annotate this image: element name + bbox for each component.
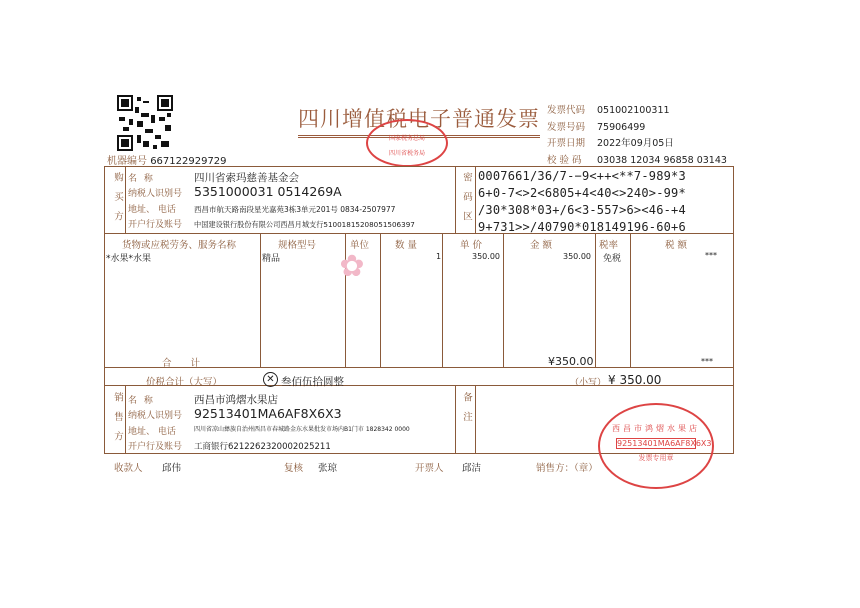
machine-number — [107, 152, 227, 167]
grand-total-label: 价税合计（大写） — [146, 377, 223, 388]
invoice-meta — [547, 103, 727, 169]
reviewer-label: 复核 — [284, 463, 304, 474]
seller-seal-label: 销售方：（章） — [536, 463, 598, 474]
col-qty-header: 数 量 — [395, 240, 418, 251]
cipher-line: 6+0-7<>2<6805+4<40<>240>-99* — [478, 186, 686, 200]
machine-number-value: 667122929729 — [150, 156, 227, 167]
col-tax-header: 税 额 — [665, 240, 688, 251]
invoice-code-label: 发票代码 — [547, 105, 586, 116]
stamp-seller-tax: 92513401MA6AF8X6X3 — [617, 439, 712, 448]
seller-side-label: 销售方 — [112, 392, 123, 451]
drawer: 邱洁 — [462, 463, 482, 474]
total-tax: *** — [701, 357, 713, 366]
payee: 邱伟 — [162, 463, 182, 474]
cipher-line: /30*308*03+/6<3-557>6><46-+4 — [478, 203, 686, 217]
cipher-line: 9+731>>/40790*018149196-60+6 — [478, 220, 686, 234]
note-side-label: 备注 — [461, 392, 472, 431]
seller-tax-row — [128, 406, 342, 421]
item-name: *水果*水果 — [106, 254, 152, 264]
seller-name: 西昌市鸿熠水果店 — [194, 394, 278, 406]
item-tax: *** — [705, 251, 717, 260]
item-spec: 精品 — [262, 254, 281, 264]
buyer-name-row — [128, 170, 299, 185]
buyer-addr: 西昌市航天路南段星光嘉苑3栋3单元201号 0834-2507977 — [194, 205, 396, 214]
invoice-no-label: 发票号码 — [547, 121, 586, 133]
stamp-top-line1: 国家税务总局 — [388, 135, 425, 142]
grand-total-lower: ¥ 350.00 — [608, 373, 662, 387]
grand-lower-label: （小写） — [570, 378, 607, 388]
item-price: 350.00 — [472, 252, 500, 261]
total-label: 合 计 — [162, 358, 209, 369]
col-rate-header: 税率 — [599, 240, 619, 251]
reviewer: 张琼 — [318, 463, 338, 474]
close-x-icon: ✕ — [263, 372, 278, 387]
cipher-line: 0007661/36/7-−9<++<**7-989*3 — [478, 169, 686, 183]
grand-total-upper: 叁佰伍拾圆整 — [281, 376, 344, 388]
seller-addr: 四川省凉山彝族自治州西昌市春城路金东水果批发市场内B1门市 1828342 0000 — [194, 426, 410, 433]
invoice-no: 75906499 — [597, 121, 646, 133]
buyer-tax-row — [128, 184, 342, 199]
seller-bank-row — [128, 439, 331, 452]
invoice-code: 051002100311 — [597, 105, 670, 116]
buyer-side-label: 购买方 — [112, 172, 123, 231]
buyer-bank: 中国建设银行股份有限公司西昌月城支行51001815208051506397 — [194, 220, 415, 229]
seller-addr-row — [128, 424, 424, 437]
buyer-bank-row — [128, 217, 415, 230]
col-spec-header: 规格型号 — [278, 240, 317, 251]
col-price-header: 单 价 — [460, 240, 483, 251]
col-amount-header: 金 额 — [530, 240, 553, 251]
buyer-tax-label: 纳税人识别号 — [128, 189, 183, 199]
buyer-bank-label: 开户行及账号 — [128, 220, 183, 230]
buyer-tax-id: 5351000031 0514269A — [194, 184, 342, 199]
seller-tax-id: 92513401MA6AF8X6X3 — [194, 406, 342, 421]
stamp-top-line2: 四川省税务局 — [388, 150, 425, 157]
machine-number-label: 机器编号 — [107, 156, 147, 167]
cipher-block — [478, 168, 686, 236]
total-amount: ¥350.00 — [548, 355, 594, 368]
invoice-title: 四川增值税电子普通发票 — [298, 103, 540, 138]
buyer-addr-label: 地址、 电话 — [128, 205, 176, 215]
buyer-name: 四川省索玛慈善基金会 — [194, 172, 299, 184]
seller-name-row — [128, 392, 278, 407]
payee-label: 收款人 — [114, 463, 143, 474]
date-label: 开票日期 — [547, 138, 586, 149]
stamp-seller-line3: 发票专用章 — [638, 454, 674, 462]
invoice-date: 2022年09月05日 — [597, 138, 674, 149]
cipher-side-label: 密码区 — [461, 172, 472, 231]
col-unit-header: 单位 — [350, 240, 370, 251]
qr-code — [117, 95, 173, 151]
stamp-seller-name: 西昌市鸿熠水果店 — [612, 424, 700, 433]
watermark-flower-icon: ✿ — [339, 249, 365, 284]
buyer-name-label: 名 称 — [128, 174, 155, 184]
seller-name-label: 名 称 — [128, 396, 155, 406]
item-qty: 1 — [436, 252, 442, 261]
seller-bank: 工商银行6212262320002025211 — [194, 442, 331, 452]
col-name-header: 货物或应税劳务、服务名称 — [122, 240, 237, 251]
seller-bank-label: 开户行及账号 — [128, 442, 183, 452]
seller-invoice-stamp — [598, 403, 714, 489]
check-code: 03038 12034 96858 03143 — [597, 154, 727, 166]
item-rate: 免税 — [603, 254, 622, 264]
drawer-label: 开票人 — [415, 463, 444, 474]
check-code-label: 校 验 码 — [547, 154, 582, 166]
tax-bureau-stamp — [366, 119, 448, 167]
buyer-addr-row — [128, 202, 395, 215]
item-amount: 350.00 — [563, 252, 591, 261]
seller-addr-label: 地址、 电话 — [128, 427, 176, 437]
seller-tax-label: 纳税人识别号 — [128, 411, 183, 421]
